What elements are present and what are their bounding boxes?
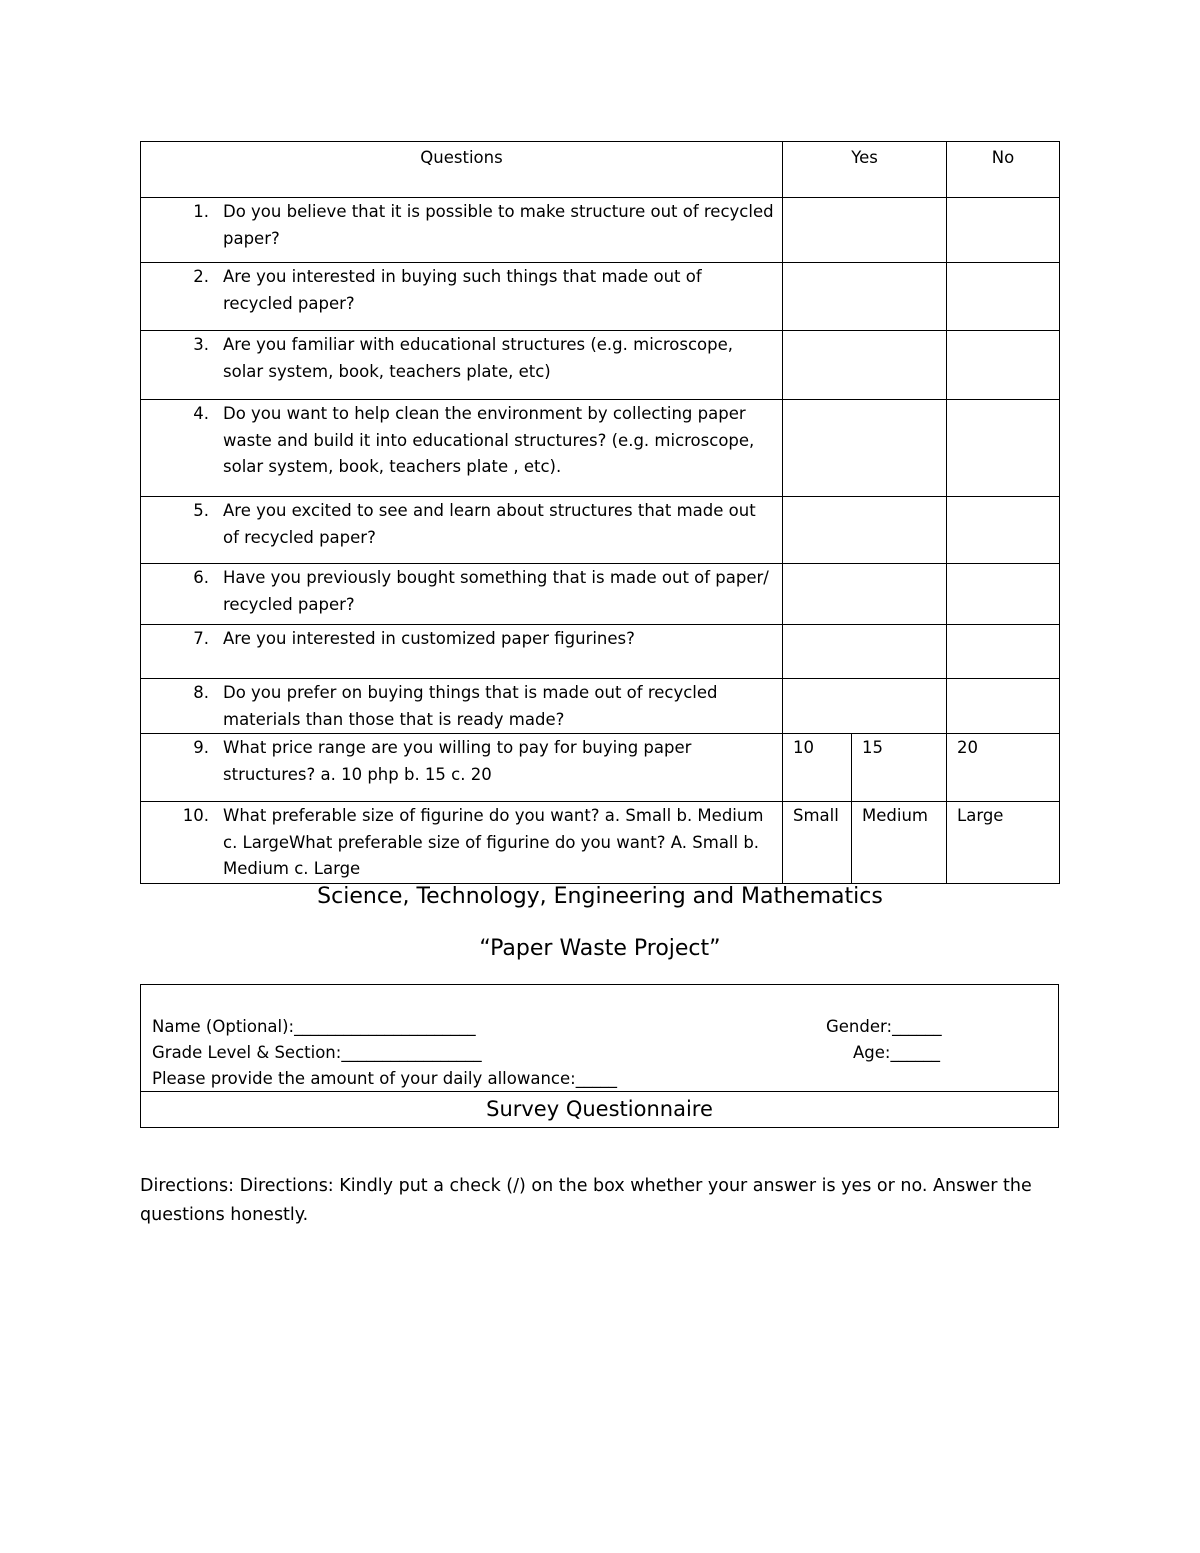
question-number: 5. bbox=[193, 501, 209, 520]
no-checkbox-cell[interactable] bbox=[947, 331, 1060, 400]
gender-field[interactable]: Gender:______ bbox=[826, 1017, 942, 1036]
header-questions: Questions bbox=[141, 142, 783, 198]
no-checkbox-cell[interactable] bbox=[947, 497, 1060, 564]
table-row bbox=[141, 198, 1060, 263]
question-text: Do you believe that it is possible to make structure out of recycled paper? bbox=[223, 202, 774, 248]
yes-checkbox-cell[interactable] bbox=[783, 198, 947, 263]
no-checkbox-cell[interactable] bbox=[947, 198, 1060, 263]
question-number: 2. bbox=[193, 267, 209, 286]
no-checkbox-cell[interactable] bbox=[947, 564, 1060, 625]
question-number: 6. bbox=[193, 568, 209, 587]
question-cell bbox=[141, 679, 783, 734]
header-no: No bbox=[947, 142, 1060, 198]
table-row bbox=[141, 400, 1060, 497]
table-row bbox=[141, 564, 1060, 625]
name-field[interactable]: Name (Optional):______________________ bbox=[152, 1017, 476, 1036]
grade-section-field[interactable]: Grade Level & Section:_________________ bbox=[152, 1043, 482, 1062]
table-row bbox=[141, 679, 1060, 734]
question-number: 3. bbox=[193, 335, 209, 354]
project-title: “Paper Waste Project” bbox=[479, 936, 721, 961]
price-option-a[interactable]: 10 bbox=[783, 734, 852, 802]
questionnaire-table bbox=[140, 141, 1060, 884]
question-cell bbox=[141, 625, 783, 679]
size-option-small[interactable]: Small bbox=[783, 802, 852, 884]
yes-checkbox-cell[interactable] bbox=[783, 331, 947, 400]
yes-checkbox-cell[interactable] bbox=[783, 564, 947, 625]
question-number: 7. bbox=[193, 629, 209, 648]
yes-checkbox-cell[interactable] bbox=[783, 679, 947, 734]
question-text: Do you prefer on buying things that is made out of recycled materials than those that is ready made? bbox=[223, 683, 718, 729]
question-cell bbox=[141, 263, 783, 331]
no-checkbox-cell[interactable] bbox=[947, 625, 1060, 679]
yes-checkbox-cell[interactable] bbox=[783, 497, 947, 564]
price-option-b[interactable]: 15 bbox=[852, 734, 947, 802]
subject-title: Science, Technology, Engineering and Mathematics bbox=[317, 884, 883, 909]
table-row bbox=[141, 802, 1060, 884]
question-number: 4. bbox=[193, 404, 209, 423]
question-number: 8. bbox=[193, 683, 209, 702]
question-text: Are you familiar with educational structures (e.g. microscope, solar system, book, teachers plate, etc) bbox=[223, 335, 734, 381]
header-yes: Yes bbox=[783, 142, 947, 198]
size-option-medium[interactable]: Medium bbox=[852, 802, 947, 884]
question-cell bbox=[141, 198, 783, 263]
question-number: 1. bbox=[193, 202, 209, 221]
table-row bbox=[141, 734, 1060, 802]
question-number: 9. bbox=[193, 738, 209, 757]
table-row bbox=[141, 625, 1060, 679]
no-checkbox-cell[interactable] bbox=[947, 400, 1060, 497]
no-checkbox-cell[interactable] bbox=[947, 679, 1060, 734]
yes-checkbox-cell[interactable] bbox=[783, 400, 947, 497]
question-cell bbox=[141, 331, 783, 400]
question-cell bbox=[141, 497, 783, 564]
no-checkbox-cell[interactable] bbox=[947, 263, 1060, 331]
size-option-large[interactable]: Large bbox=[947, 802, 1060, 884]
table-header-row bbox=[141, 142, 1060, 198]
question-number: 10. bbox=[182, 806, 209, 825]
survey-questionnaire-title: Survey Questionnaire bbox=[140, 1091, 1059, 1128]
question-cell bbox=[141, 564, 783, 625]
yes-checkbox-cell[interactable] bbox=[783, 625, 947, 679]
question-text: Have you previously bought something that is made out of paper/ recycled paper? bbox=[223, 568, 769, 614]
allowance-field[interactable]: Please provide the amount of your daily allowance:_____ bbox=[152, 1069, 617, 1088]
table-row bbox=[141, 331, 1060, 400]
price-option-c[interactable]: 20 bbox=[947, 734, 1060, 802]
table-row bbox=[141, 497, 1060, 564]
question-text: What price range are you willing to pay for buying paper structures? a. 10 php b. 15 c. 20 bbox=[223, 738, 692, 784]
question-cell bbox=[141, 400, 783, 497]
question-text: Are you interested in buying such things that made out of recycled paper? bbox=[223, 267, 702, 313]
directions-text: Directions: Directions: Kindly put a check (/) on the box whether your answer is yes or no. Answer the questions honestly. bbox=[140, 1176, 1032, 1225]
respondent-info-box bbox=[140, 984, 1059, 1092]
question-text: Are you interested in customized paper figurines? bbox=[223, 629, 635, 648]
table-row bbox=[141, 263, 1060, 331]
question-cell bbox=[141, 802, 783, 884]
question-text: What preferable size of figurine do you want? a. Small b. Medium c. LargeWhat preferable size of figurine do you want? A. Small b. Medium c. Large bbox=[223, 806, 764, 878]
age-field[interactable]: Age:______ bbox=[853, 1043, 940, 1062]
question-cell bbox=[141, 734, 783, 802]
question-text: Are you excited to see and learn about structures that made out of recycled paper? bbox=[223, 501, 756, 547]
question-text: Do you want to help clean the environment by collecting paper waste and build it into educational structures? (e.g. microscope, solar system, book, teachers plate , etc). bbox=[223, 404, 755, 476]
yes-checkbox-cell[interactable] bbox=[783, 263, 947, 331]
